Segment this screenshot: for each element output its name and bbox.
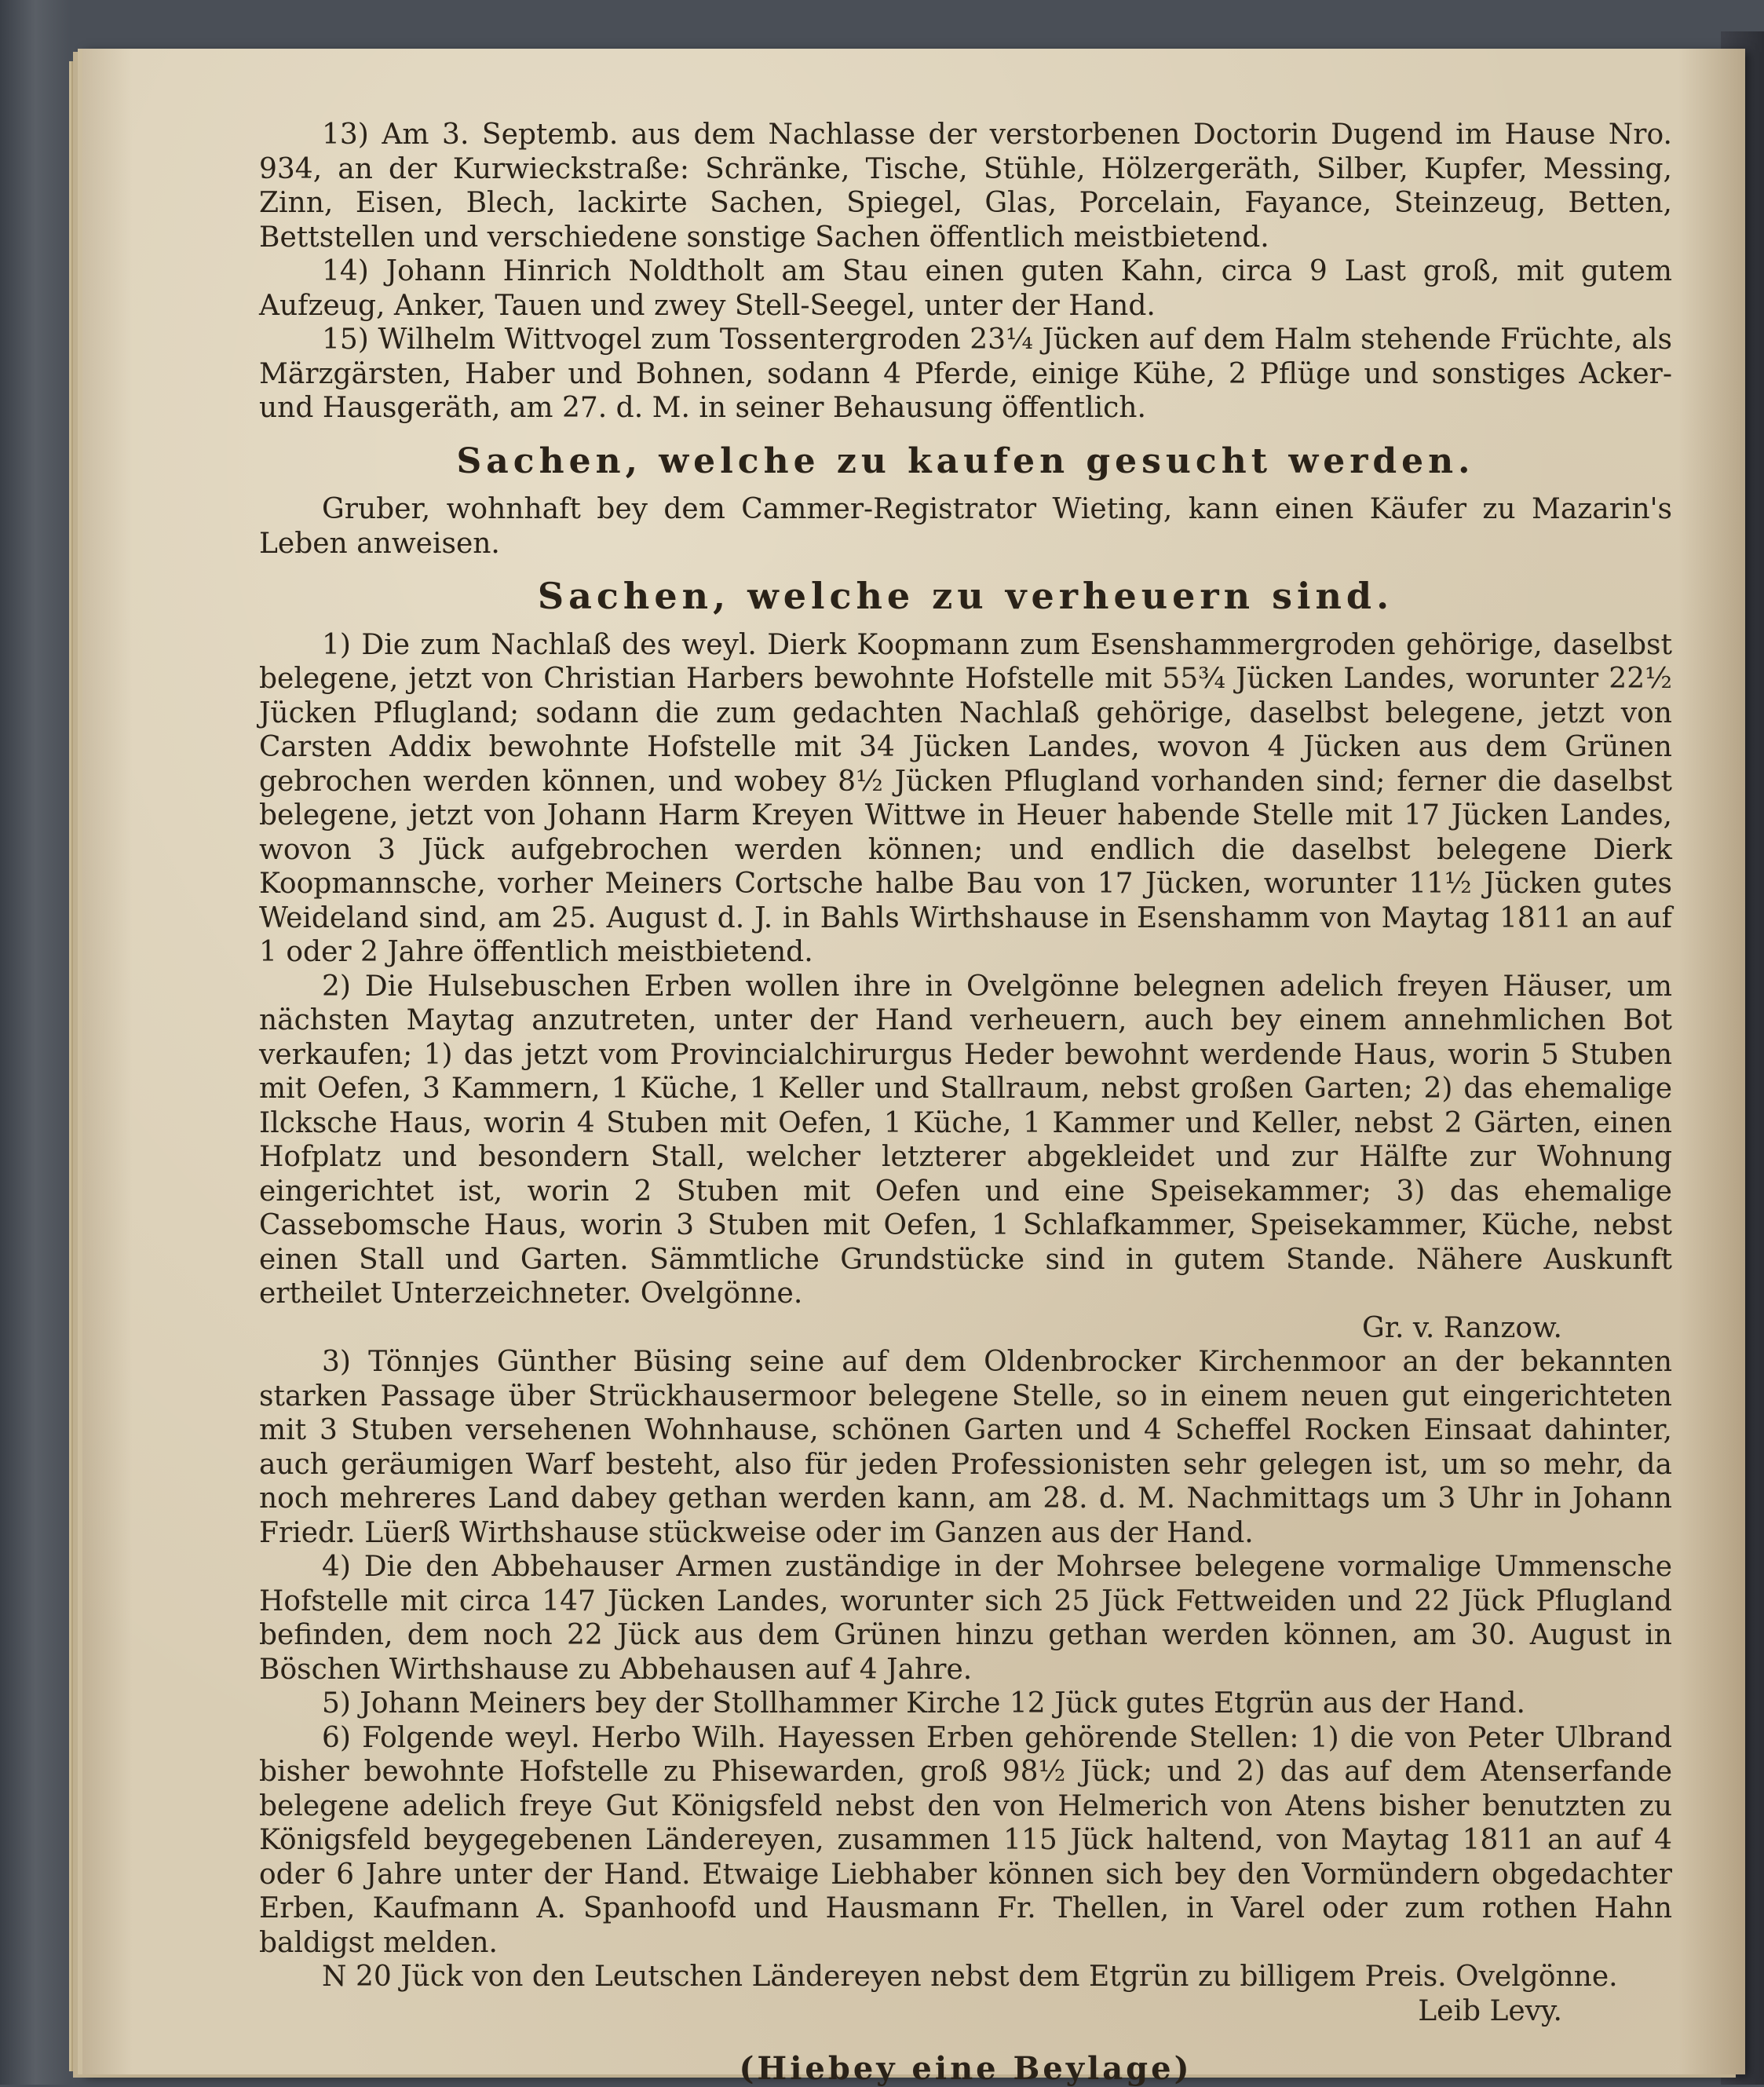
rent-entry-3: 3) Tönnjes Günther Büsing seine auf dem Oldenbrocker Kirchenmoor an der bekannten starken Passage über Strückhausermoor belegene Stelle, so in einem neuen gut eingerichteten mit 3 Stuben versehenen Wohnhause, schönen Garten und 4 Scheffel Rocken Einsaat dahinter, auch geräumigen Warf besteht, also für jeden Professionisten sehr gelegen ist, um so mehr, da noch mehreres Land dabey gethan werden kann, am 28. d. M. Nachmittags um 3 Uhr in Johann Friedr. Lüerß Wirthshause stückweise oder im Ganzen aus der Hand. [259, 1346, 1672, 1549]
rent-entry-5: 5) Johann Meiners bey der Stollhammer Kirche 12 Jück gutes Etgrün aus der Hand. [322, 1687, 1525, 1720]
signature-levy: Leib Levy. [1418, 1994, 1562, 2027]
rent-entry-2: 2) Die Hulsebuschen Erben wollen ihre in Ovelgönne belegnen adelich freyen Häuser, um nächsten Maytag anzutreten, unter der Hand verheuern, auch bey einem annehmlichen Bot verkaufen; 1) das jetzt vom Provincialchirurgus Heder bewohnt werdende Haus, worin 5 Stuben mit Oefen, 3 Kammern, 1 Küche, 1 Keller und Stallraum, nebst großen Garten; 2) das ehemalige Ilcksche Haus, worin 4 Stuben mit Oefen, 1 Küche, 1 Kammer und Keller, nebst 2 Gärten, einen Hofplatz und besondern Stall, welcher letzterer abgekleidet und zur Hälfte zur Wohnung eingerichtet ist, worin 2 Stuben mit Oefen und eine Speisekammer; 3) das ehemalige Cassebomsche Haus, worin 3 Stuben mit Oefen, 1 Schlafkammer, Speisekammer, Küche, nebst einen Stall und Garten. Sämmtliche Grundstücke sind in gutem Stande. Nähere Auskunft ertheilet Unterzeichneter. Ovelgönne. [259, 970, 1672, 1310]
entry-13: 13) Am 3. Septemb. aus dem Nachlasse der verstorbenen Doctorin Dugend im Hause Nro. 934, an der Kurwieckstraße: Schränke, Tische, Stühle, Hölzergeräth, Silber, Kupfer, Messing, Zinn, Eisen, Blech, lackirte Sachen, Spiegel, Glas, Porcelain, Fayance, Steinzeug, Betten, Bettstellen und verschiedene sonstige Sachen öffentlich meistbietend. [259, 119, 1672, 254]
entry-15: 15) Wilhelm Wittvogel zum Tossentergroden 23¼ Jücken auf dem Halm stehende Früchte, als Märzgärsten, Haber und Bohnen, sodann 4 Pferde, einige Kühe, 2 Pflüge und sonstiges Acker- und Hausgeräth, am 27. d. M. in seiner Behausung öffentlich. [259, 323, 1672, 424]
rent-entry-1: 1) Die zum Nachlaß des weyl. Dierk Koopmann zum Esenshammergroden gehörige, daselbst belegene, jetzt von Christian Harbers bewohnte Hofstelle mit 55¾ Jücken Landes, worunter 22½ Jücken Pflugland; sodann die zum gedachten Nachlaß gehörige, daselbst belegene, jetzt von Carsten Addix bewohnte Hofstelle mit 34 Jücken Landes, wovon 4 Jücken aus dem Grünen gebrochen werden können, und wobey 8½ Jücken Pflugland vorhanden sind; ferner die daselbst belegene, jetzt von Johann Harm Kreyen Wittwe in Heuer habende Stelle mit 17 Jücken Landes, wovon 3 Jück aufgebrochen werden können; und endlich die daselbst belegene Dierk Koopmannsche, vorher Meiners Cortsche halbe Bau von 17 Jücken, worunter 11½ Jücken gutes Weideland sind, am 25. August d. J. in Bahls Wirthshause in Esenshamm von Maytag 1811 an auf 1 oder 2 Jahre öffentlich meistbietend. [259, 628, 1672, 968]
heading-buy: Sachen, welche zu kaufen gesucht werden. [456, 440, 1475, 481]
rent-entry-7: N 20 Jück von den Leutschen Ländereyen nebst dem Etgrün zu billigem Preis. Ovelgönne. [322, 1961, 1618, 1993]
footer-note: (Hiebey eine Beylage) [739, 2050, 1192, 2087]
rent-entry-4: 4) Die den Abbehauser Armen zuständige in der Mohrsee belegene vormalige Ummensche Hofstelle mit circa 147 Jücken Landes, worunter sich 25 Jück Fettweiden und 22 Jück Pflugland befinden, dem noch 22 Jück aus dem Grünen hinzu gethan werden können, am 30. August in Böschen Wirthshause zu Abbehausen auf 4 Jahre. [259, 1551, 1672, 1686]
document-text [259, 118, 1672, 2086]
signature-ranzow: Gr. v. Ranzow. [1361, 1311, 1562, 1344]
rent-entry-6: 6) Folgende weyl. Herbo Wilh. Hayessen Erben gehörende Stellen: 1) die von Peter Ulbrand bisher bewohnte Hofstelle zu Phisewarden, groß 98½ Jück; und 2) das auf dem Atenserfande belegene adelich freye Gut Königsfeld nebst den von Helmerich von Atens bisher benutzten zu Königsfeld beygegebenen Ländereyen, zusammen 115 Jück haltend, von Maytag 1811 an auf 4 oder 6 Jahre unter der Hand. Etwaige Liebhaber können sich bey den Vormündern obgedachter Erben, Kaufmann A. Spanhoofd und Hausmann Fr. Thellen, in Varel oder zum rothen Hahn baldigst melden. [259, 1721, 1672, 1959]
entry-14: 14) Johann Hinrich Noldtholt am Stau einen guten Kahn, circa 9 Last groß, mit gutem Aufzeug, Anker, Tauen und zwey Stell-Seegel, unter der Hand. [259, 255, 1672, 322]
buy-text: Gruber, wohnhaft bey dem Cammer-Registrator Wieting, kann einen Käufer zu Mazarin's Leben anweisen. [259, 493, 1672, 560]
heading-rent: Sachen, welche zu verheuern sind. [537, 575, 1394, 617]
